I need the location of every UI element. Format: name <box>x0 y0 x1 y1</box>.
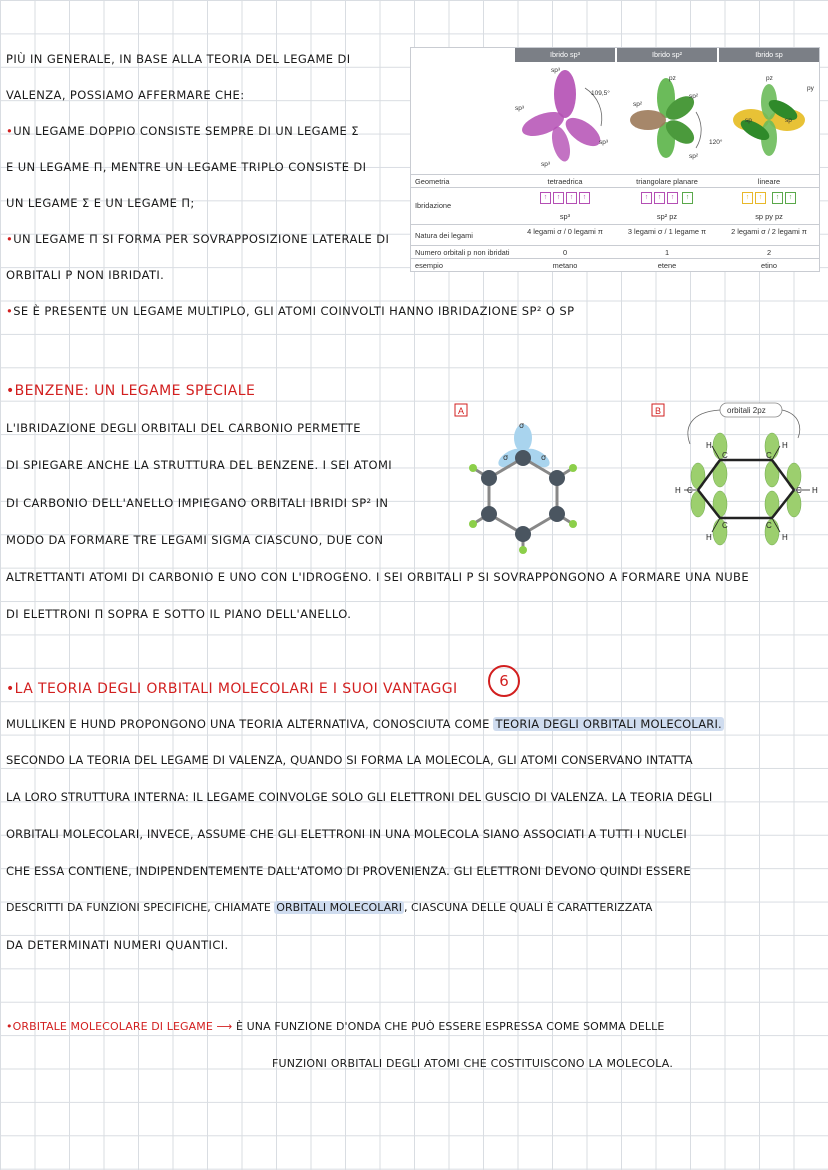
sp-label-left: sp <box>745 117 752 124</box>
sp2-label-left: sp² <box>633 101 643 108</box>
intro-line-2: VALENZA, POSSIAMO AFFERMARE CHE: <box>6 88 245 102</box>
atom-h-1: H <box>706 441 712 450</box>
sp-py-label: py <box>807 85 814 92</box>
benzene-line-2: DI SPIEGARE ANCHE LA STRUTTURA DEL BENZENE. I SEI ATOMI <box>6 458 393 472</box>
intro-line-1: PIÙ IN GENERALE, IN BASE ALLA TEORIA DEL LEGAME DI <box>6 52 351 66</box>
orbitali-2pz-label: orbitali 2pz <box>727 406 766 415</box>
atom-h-4: H <box>812 486 818 495</box>
cell: sp py pz <box>755 212 783 221</box>
intro-bullet-1: •UN LEGAME DOPPIO CONSISTE SEMPRE DI UN LEGAME Σ <box>6 124 359 138</box>
cell: 4 legami σ / 0 legami π <box>527 227 603 236</box>
intro-bullet-3: •SE È PRESENTE UN LEGAME MULTIPLO, GLI ATOMI COINVOLTI HANNO IBRIDAZIONE SP² O SP <box>6 304 575 318</box>
definition-term: ORBITALE MOLECOLARE DI LEGAME <box>12 1020 213 1033</box>
benzene-sigma-figure <box>445 398 605 556</box>
orbital-diagrams <box>411 62 819 174</box>
cell: 3 legami σ / 1 legame π <box>627 227 707 236</box>
row-label: Geometria <box>415 177 450 186</box>
highlight-teoria-om: TEORIA DEGLI ORBITALI MOLECOLARI. <box>495 717 722 731</box>
sigma-label-top: σ <box>519 421 525 430</box>
atom-c-5: C <box>722 521 728 530</box>
atom-h-3: H <box>675 486 681 495</box>
intro-line-7: ORBITALI P NON IBRIDATI. <box>6 268 165 282</box>
mo-line-2: SECONDO LA TEORIA DEL LEGAME DI VALENZA, QUANDO SI FORMA LA MOLECOLA, GLI ATOMI CONSERVANO INTATTA <box>6 753 693 767</box>
atom-h-5: H <box>706 533 712 542</box>
row-label: Ibridazione <box>415 201 452 210</box>
cell: 2 <box>766 248 772 257</box>
cell: triangolare planare <box>636 177 698 186</box>
row-label: esempio <box>415 261 443 270</box>
sp2-label-bottom: sp² <box>689 153 699 160</box>
row-label: Numero orbitali p non ibridati <box>415 248 510 257</box>
sp3-label-left: sp³ <box>515 105 525 112</box>
atom-c-2: C <box>766 451 772 460</box>
table-header-sp3: Ibrido sp³ <box>515 48 615 62</box>
row-orbitali-p <box>411 245 819 258</box>
cell: etene <box>657 261 677 270</box>
highlight-orbitali-molecolari: ORBITALI MOLECOLARI <box>276 901 402 914</box>
section-number-badge: 6 <box>488 665 520 697</box>
atom-h-2: H <box>782 441 788 450</box>
atom-c-1: C <box>722 451 728 460</box>
sp3-boxes: ↑ ↑ ↑ ↑ <box>515 192 615 204</box>
sp-orbital-shape <box>733 84 805 156</box>
benzene-line-3: DI CARBONIO DELL'ANELLO IMPIEGANO ORBITALI IBRIDI SP² IN <box>6 496 389 510</box>
definition-line-1: •ORBITALE MOLECOLARE DI LEGAME ⟶ È UNA FUNZIONE D'ONDA CHE PUÒ ESSERE ESPRESSA COME SOMMA DELLE <box>6 1020 665 1033</box>
intro-line-5: UN LEGAME Σ E UN LEGAME Π; <box>6 196 195 210</box>
cell: 2 legami σ / 2 legami π <box>731 227 807 236</box>
mo-line-4: ORBITALI MOLECOLARI, INVECE, ASSUME CHE GLI ELETTRONI IN UNA MOLECOLA SIANO ASSOCIATI A TUTTI I NUCLEI <box>6 827 687 841</box>
benzene-line-4: MODO DA FORMARE TRE LEGAMI SIGMA CIASCUNO, DUE CON <box>6 533 384 547</box>
sp-label-right: sp <box>785 117 792 124</box>
arrow-icon: ⟶ <box>216 1020 233 1033</box>
atom-c-6: C <box>766 521 772 530</box>
sp3-orbital-shape <box>519 70 605 163</box>
angle-109: 109,5° <box>591 90 610 97</box>
atom-c-3: C <box>687 486 693 495</box>
mo-line-5: CHE ESSA CONTIENE, INDIPENDENTEMENTE DALL'ATOMO DI PROVENIENZA. GLI ELETTRONI DEVONO QUINDI ESSERE <box>6 864 691 878</box>
cell: tetraedrica <box>547 177 583 186</box>
intro-bullet-2: •UN LEGAME Π SI FORMA PER SOVRAPPOSIZIONE LATERALE DI <box>6 232 390 246</box>
cell: 0 <box>562 248 568 257</box>
cell: sp³ <box>559 212 571 221</box>
mo-line-3: LA LORO STRUTTURA INTERNA: IL LEGAME COINVOLGE SOLO GLI ELETTRONI DEL GUSCIO DI VALENZA. LA TEORIA DEGLI <box>6 790 713 804</box>
angle-120: 120° <box>709 139 723 146</box>
sp-boxes: ↑ ↑ ↑ ↑ <box>719 192 819 204</box>
benzene-p-orbitals-figure <box>650 398 828 556</box>
row-label: Natura dei legami <box>415 231 473 240</box>
sp3-label-top: sp³ <box>551 67 561 74</box>
row-ibridazione <box>411 187 819 224</box>
sigma-label-right: σ <box>541 453 547 462</box>
cell: 1 <box>664 248 670 257</box>
row-geometria <box>411 174 819 187</box>
sp2-label-right: sp² <box>689 93 699 100</box>
sp3-label-right: sp³ <box>599 139 609 146</box>
benzene-title: •BENZENE: UN LEGAME SPECIALE <box>6 383 256 399</box>
hybridization-table <box>410 47 820 272</box>
mo-title: •LA TEORIA DEGLI ORBITALI MOLECOLARI E I SUOI VANTAGGI <box>6 681 458 697</box>
row-natura-legami <box>411 224 819 245</box>
sp3-label-bottom: sp³ <box>541 161 551 168</box>
sp-pz-label: pz <box>766 75 773 82</box>
atom-c-4: C <box>796 486 802 495</box>
cell: sp² pz <box>656 212 678 221</box>
sp2-orbital-shape <box>630 78 701 158</box>
benzene-line-6: DI ELETTRONI Π SOPRA E SOTTO IL PIANO DELL'ANELLO. <box>6 607 352 621</box>
cell: etino <box>760 261 778 270</box>
row-esempio <box>411 258 819 271</box>
sp2-pz-label: pz <box>669 75 676 82</box>
fig-a-tag: A <box>458 406 465 416</box>
mo-line-7: DA DETERMINATI NUMERI QUANTICI. <box>6 938 229 952</box>
cell: lineare <box>757 177 781 186</box>
atom-h-6: H <box>782 533 788 542</box>
mo-line-1: MULLIKEN E HUND PROPONGONO UNA TEORIA ALTERNATIVA, CONOSCIUTA COME TEORIA DEGLI ORBITALI MOLECOLARI. <box>6 717 722 731</box>
benzene-line-1: L'IBRIDAZIONE DEGLI ORBITALI DEL CARBONIO PERMETTE <box>6 421 361 435</box>
fig-b-tag: B <box>655 406 662 416</box>
sigma-label-left: σ <box>503 453 509 462</box>
cell: metano <box>552 261 578 270</box>
benzene-line-5: ALTRETTANTI ATOMI DI CARBONIO E UNO CON L'IDROGENO. I SEI ORBITALI P SI SOVRAPPONGONO A FORMARE UNA NUBE <box>6 570 750 584</box>
table-header-sp2: Ibrido sp² <box>617 48 717 62</box>
definition-line-2: FUNZIONI ORBITALI DEGLI ATOMI CHE COSTITUISCONO LA MOLECOLA. <box>272 1057 674 1070</box>
mo-line-6: DESCRITTI DA FUNZIONI SPECIFICHE, CHIAMATE ORBITALI MOLECOLARI , CIASCUNA DELLE QUALI È CARATTERIZZATA <box>6 901 653 914</box>
table-header-sp: Ibrido sp <box>719 48 819 62</box>
intro-line-4: E UN LEGAME Π, MENTRE UN LEGAME TRIPLO CONSISTE DI <box>6 160 367 174</box>
sp2-boxes: ↑ ↑ ↑ ↑ <box>617 192 717 204</box>
